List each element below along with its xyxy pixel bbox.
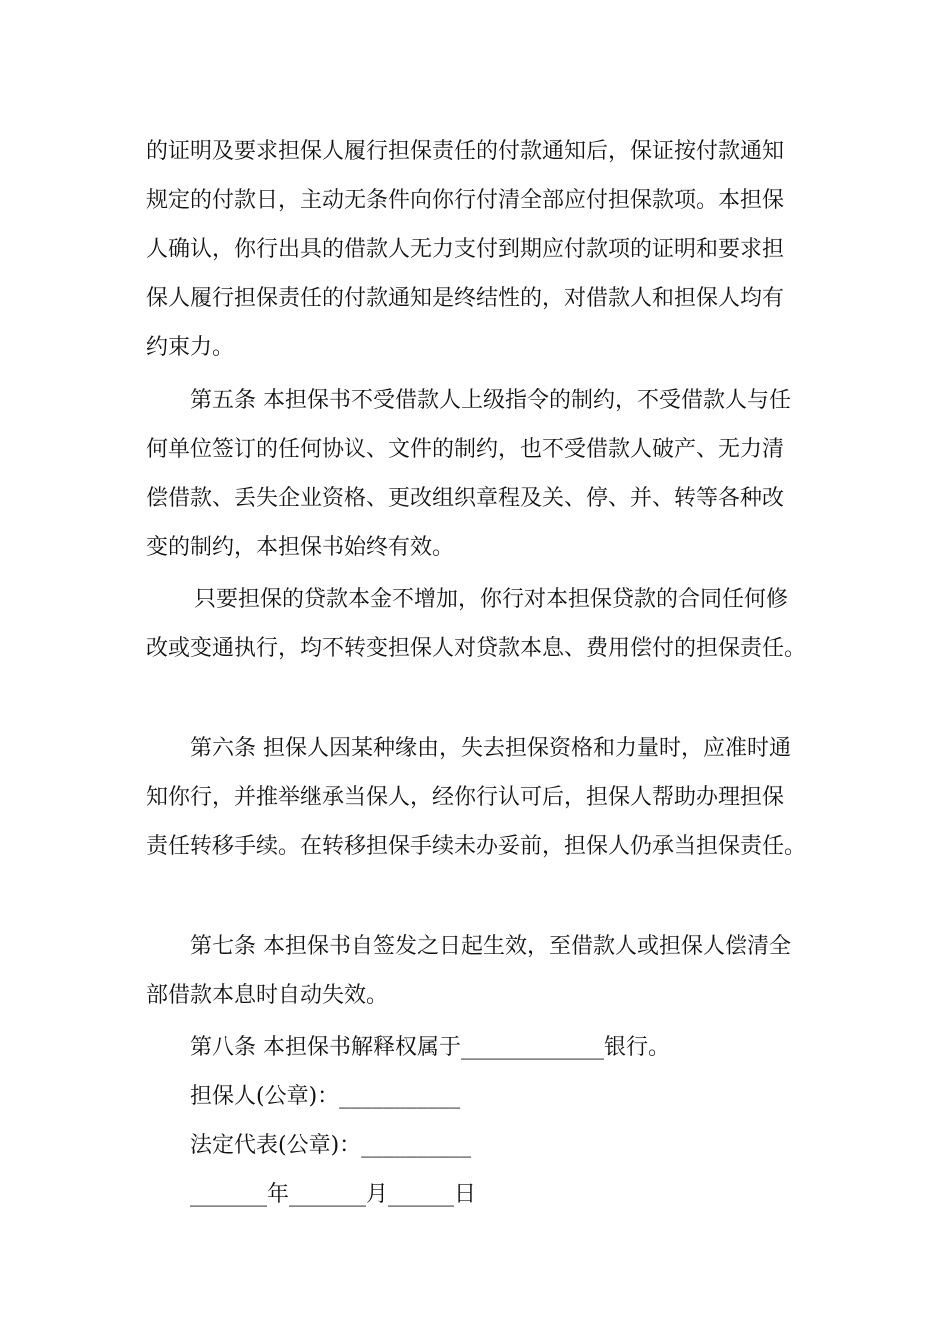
article-7-line: 部借款本息时自动失效。	[146, 983, 389, 1008]
paragraph-line: 只要担保的贷款本金不增加，你行对本担保贷款的合同任何修	[194, 587, 789, 612]
article-5-line: 何单位签订的任何协议、文件的制约，也不受借款人破产、无力清	[146, 437, 785, 462]
article-5-line: 第五条 本担保书不受借款人上级指令的制约，不受借款人与任	[190, 388, 791, 413]
guarantor-seal-line: 担保人(公章)：___________	[190, 1084, 461, 1109]
article-5-line: 变的制约，本担保书始终有效。	[146, 535, 455, 560]
paragraph-line: 约束力。	[146, 335, 235, 360]
article-8-line: 第八条 本担保书解释权属于_____________银行。	[190, 1035, 670, 1060]
paragraph-line: 改或变通执行，均不转变担保人对贷款本息、费用偿付的担保责任。	[146, 636, 807, 661]
paragraph-line: 的证明及要求担保人履行担保责任的付款通知后，保证按付款通知	[146, 139, 785, 164]
article-5-line: 偿借款、丢失企业资格、更改组织章程及关、停、并、转等各种改	[146, 486, 785, 511]
article-6-line: 第六条 担保人因某种缘由，失去担保资格和力量时，应准时通	[190, 736, 791, 761]
legal-representative-line: 法定代表(公章)：__________	[190, 1133, 472, 1158]
date-line: _______年_______月______日	[190, 1182, 477, 1207]
paragraph-line: 人确认，你行出具的借款人无力支付到期应付款项的证明和要求担	[146, 237, 785, 262]
article-7-line: 第七条 本担保书自签发之日起生效，至借款人或担保人偿清全	[190, 934, 791, 959]
article-6-line: 知你行，并推举继承当保人，经你行认可后，担保人帮助办理担保	[146, 785, 785, 810]
paragraph-line: 规定的付款日，主动无条件向你行付清全部应付担保款项。本担保	[146, 188, 785, 213]
paragraph-line: 保人履行担保责任的付款通知是终结性的，对借款人和担保人均有	[146, 286, 785, 311]
article-6-line: 责任转移手续。在转移担保手续未办妥前，担保人仍承当担保责任。	[146, 834, 807, 859]
